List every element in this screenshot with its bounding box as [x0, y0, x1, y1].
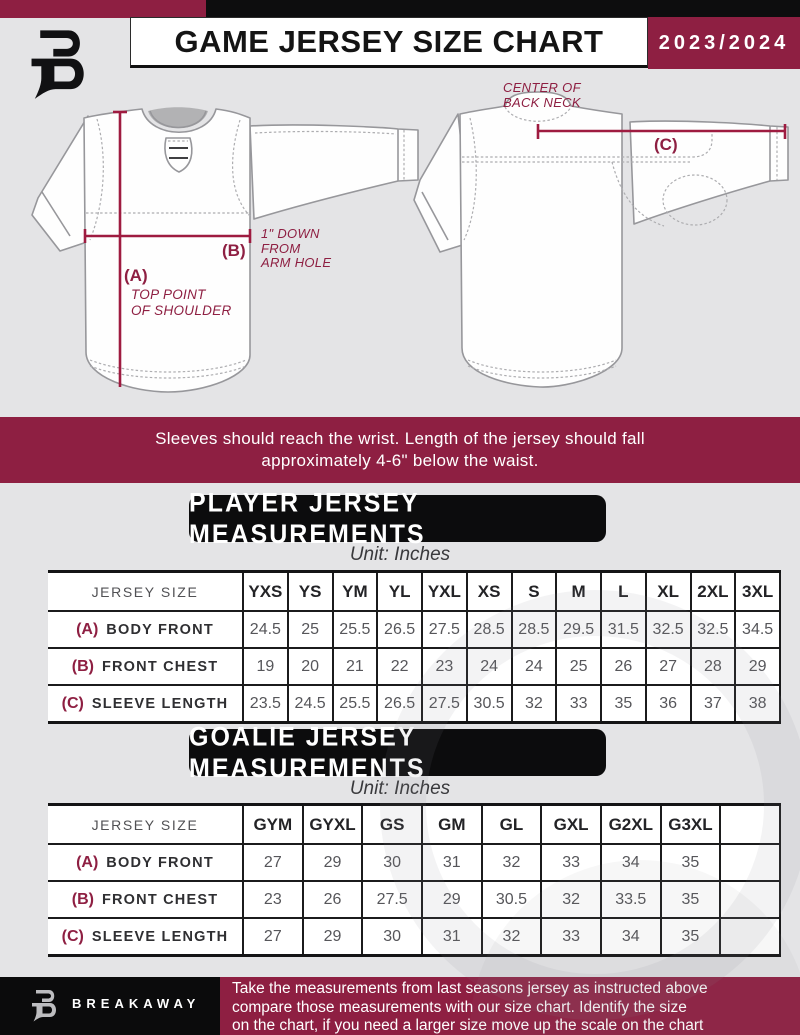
table-row	[48, 918, 780, 956]
table-cell: 22	[377, 648, 422, 685]
table-cell: 34	[601, 918, 661, 956]
title-banner	[130, 17, 648, 68]
size-column-header: 2XL	[691, 572, 736, 612]
table-cell: 32	[482, 844, 542, 881]
table-cell: 29	[303, 844, 363, 881]
table-cell: 32	[541, 881, 601, 918]
shoulder-note	[131, 287, 232, 318]
row-label	[48, 611, 243, 648]
table-cell: 34.5	[735, 611, 780, 648]
row-name: SLEEVE LENGTH	[91, 695, 229, 712]
footer-brand-name: BREAKAWAY	[72, 996, 201, 1011]
row-key: (C)	[61, 927, 84, 945]
table-cell: 28.5	[512, 611, 557, 648]
table-cell: 23.5	[243, 685, 288, 723]
size-column-header: YM	[333, 572, 378, 612]
size-column-header: GS	[362, 805, 422, 845]
size-column-header: L	[601, 572, 646, 612]
size-column-header: M	[556, 572, 601, 612]
table-cell: 31	[422, 918, 482, 956]
table-cell: 27	[243, 844, 303, 881]
size-column-header: G2XL	[601, 805, 661, 845]
text-line: Sleeves should reach the wrist. Length of the jersey should fall	[155, 429, 645, 448]
size-column-header: 3XL	[735, 572, 780, 612]
text-line: approximately 4-6" below the waist.	[261, 451, 539, 470]
row-label	[48, 685, 243, 723]
size-column-header: G3XL	[661, 805, 721, 845]
arm-hole-note	[261, 227, 331, 271]
table-cell: 25	[288, 611, 333, 648]
table-cell: 25	[556, 648, 601, 685]
back-body	[460, 92, 622, 387]
table-cell: 29	[303, 918, 363, 956]
player-section-banner	[189, 487, 606, 549]
text-line: on the chart, if you need a larger size move up the scale on the chart	[232, 1017, 704, 1034]
row-label	[48, 881, 243, 918]
row-name: FRONT CHEST	[101, 891, 219, 908]
table-row	[48, 648, 780, 685]
text-line: TOP POINT	[131, 287, 206, 302]
table-cell: 25.5	[333, 611, 378, 648]
row-name: BODY FRONT	[106, 854, 214, 871]
row-name: SLEEVE LENGTH	[91, 928, 229, 945]
table-row	[48, 881, 780, 918]
text-line: BACK NECK	[503, 94, 581, 110]
size-column-header: YXL	[422, 572, 467, 612]
breakaway-footer-logo	[30, 983, 62, 1027]
size-column-header: XS	[467, 572, 512, 612]
size-column-header: GYM	[243, 805, 303, 845]
goalie-measurements-table	[48, 803, 781, 957]
table-cell: 24.5	[243, 611, 288, 648]
table-cell: 34	[601, 844, 661, 881]
table-cell: 20	[288, 648, 333, 685]
table-cell: 35	[601, 685, 646, 723]
table-cell: 27	[646, 648, 691, 685]
table-cell: 28.5	[467, 611, 512, 648]
text-line: ARM HOLE	[261, 255, 332, 270]
table-cell: 32.5	[691, 611, 736, 648]
row-key: (A)	[76, 853, 99, 871]
text-line: compare those measurements with our size chart. Identify the size	[232, 998, 687, 1016]
table-cell: 27.5	[422, 611, 467, 648]
footer-instructions	[232, 980, 792, 1035]
table-cell	[720, 918, 780, 956]
table-cell: 23	[422, 648, 467, 685]
text-line: Take the measurements from last seasons jersey as instructed above	[232, 980, 708, 997]
fit-notice-banner	[0, 417, 800, 483]
table-cell: 25.5	[333, 685, 378, 723]
table-cell: 24	[467, 648, 512, 685]
table-row	[48, 611, 780, 648]
table-cell: 35	[661, 844, 721, 881]
text-line: 1" DOWN	[261, 226, 320, 241]
text-line: OF SHOULDER	[131, 302, 232, 318]
table-cell: 23	[243, 881, 303, 918]
table-cell: 32.5	[646, 611, 691, 648]
player-unit-label: Unit: Inches	[349, 544, 451, 565]
table-cell: 32	[512, 685, 557, 723]
size-column-header: YL	[377, 572, 422, 612]
jersey-size-header: JERSEY SIZE	[48, 805, 243, 845]
table-cell: 33	[541, 918, 601, 956]
row-key: (B)	[71, 657, 94, 675]
season-label: 2023/2024	[658, 31, 790, 54]
table-cell: 31	[422, 844, 482, 881]
table-cell: 26	[303, 881, 363, 918]
table-cell: 26.5	[377, 685, 422, 723]
text-line: CENTER OF	[503, 80, 581, 95]
breakaway-logo	[27, 26, 97, 100]
goalie-section-banner	[189, 721, 606, 783]
measure-label-c: (C)	[654, 135, 678, 154]
row-name: BODY FRONT	[106, 621, 214, 638]
table-cell: 30	[362, 844, 422, 881]
size-column-header: GXL	[541, 805, 601, 845]
row-key: (B)	[71, 890, 94, 908]
text-line: FROM	[261, 240, 301, 256]
center-back-neck-note	[503, 81, 581, 110]
goalie-section-title: GOALIE JERSEY MEASUREMENTS	[189, 721, 426, 783]
table-cell: 31.5	[601, 611, 646, 648]
row-name: FRONT CHEST	[101, 658, 219, 675]
measure-label-b: (B)	[222, 241, 246, 260]
table-cell: 28	[691, 648, 736, 685]
size-column-header: S	[512, 572, 557, 612]
table-cell: 33.5	[601, 881, 661, 918]
table-cell: 38	[735, 685, 780, 723]
table-row	[48, 685, 780, 723]
table-cell: 37	[691, 685, 736, 723]
table-cell	[720, 844, 780, 881]
table-cell: 24.5	[288, 685, 333, 723]
table-row	[48, 844, 780, 881]
table-cell: 29.5	[556, 611, 601, 648]
size-column-header: XL	[646, 572, 691, 612]
size-column-header: YS	[288, 572, 333, 612]
front-right-sleeve	[250, 125, 418, 219]
table-cell: 30.5	[467, 685, 512, 723]
goalie-unit-label: Unit: Inches	[349, 778, 451, 799]
table-header-row	[48, 572, 780, 612]
table-cell: 30.5	[482, 881, 542, 918]
table-cell: 36	[646, 685, 691, 723]
row-key: (C)	[61, 694, 84, 712]
table-cell: 24	[512, 648, 557, 685]
row-label	[48, 918, 243, 956]
table-cell: 26.5	[377, 611, 422, 648]
table-header-row	[48, 805, 780, 845]
player-measurements-table	[48, 570, 781, 724]
table-cell: 27	[243, 918, 303, 956]
table-cell: 26	[601, 648, 646, 685]
table-cell: 35	[661, 918, 721, 956]
season-badge	[648, 17, 800, 69]
table-cell: 30	[362, 918, 422, 956]
size-column-header: GM	[422, 805, 482, 845]
table-cell: 21	[333, 648, 378, 685]
player-section-title: PLAYER JERSEY MEASUREMENTS	[189, 487, 426, 549]
table-cell: 32	[482, 918, 542, 956]
size-column-header: GL	[482, 805, 542, 845]
table-cell	[720, 881, 780, 918]
table-cell: 29	[422, 881, 482, 918]
row-key: (A)	[76, 620, 99, 638]
jersey-size-header: JERSEY SIZE	[48, 572, 243, 612]
table-cell: 27.5	[422, 685, 467, 723]
row-label	[48, 844, 243, 881]
table-cell: 33	[556, 685, 601, 723]
table-cell: 33	[541, 844, 601, 881]
table-cell: 27.5	[362, 881, 422, 918]
measure-label-a: (A)	[124, 266, 148, 285]
table-cell: 35	[661, 881, 721, 918]
page-title: GAME JERSEY SIZE CHART	[174, 23, 604, 59]
size-column-header: YXS	[243, 572, 288, 612]
table-cell: 29	[735, 648, 780, 685]
row-label	[48, 648, 243, 685]
size-column-header: GYXL	[303, 805, 363, 845]
table-cell: 19	[243, 648, 288, 685]
size-column-header	[720, 805, 780, 845]
